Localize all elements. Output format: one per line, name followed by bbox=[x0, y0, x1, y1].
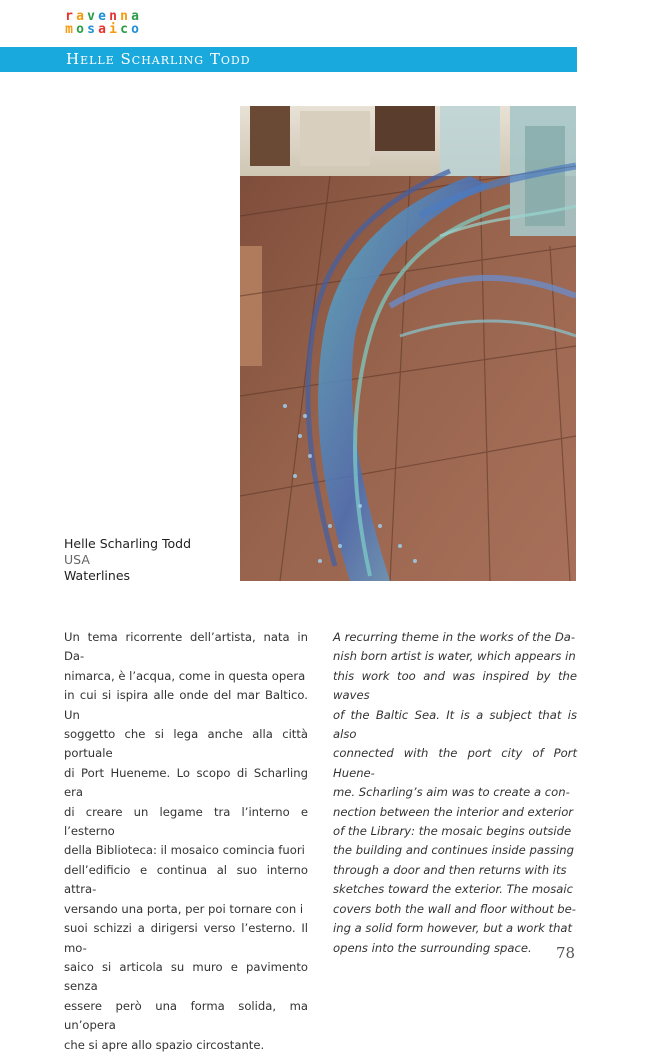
banner-title: Helle Scharling Todd bbox=[66, 50, 251, 68]
english-text-line: this work too and was inspired by the waves bbox=[333, 668, 577, 703]
italian-text-line: suoi schizzi a dirigersi verso l’esterno. Il mo- bbox=[64, 921, 308, 955]
italian-text-line: versando una porta, per poi tornare con i bbox=[64, 901, 304, 916]
artist-name: Helle Scharling Todd bbox=[64, 536, 192, 551]
header-banner bbox=[0, 47, 577, 72]
logo-line-mosaico bbox=[64, 23, 156, 36]
logo-mosaico-letter: c bbox=[120, 22, 128, 37]
english-text-line: ing a solid form however, but a work that bbox=[333, 921, 573, 936]
italian-text-line: di Port Hueneme. Lo scopo di Scharling era bbox=[64, 765, 308, 800]
english-text-line: nish born artist is water, which appears in bbox=[333, 649, 576, 664]
english-text-line: sketches toward the exterior. The mosaic bbox=[333, 882, 573, 897]
italian-text-line: in cui si ispira alle onde del mar Baltico. Un bbox=[64, 688, 308, 722]
italian-text-line: dell’edificio e continua al suo interno attra- bbox=[64, 862, 308, 897]
english-text-line: me. Scharling’s aim was to create a con- bbox=[333, 785, 570, 800]
logo-mosaico-letter: o bbox=[76, 22, 84, 37]
ravenna-mosaico-logo bbox=[64, 10, 156, 38]
english-text-line: covers both the wall and floor without be- bbox=[333, 901, 576, 916]
logo-mosaico-letter: m bbox=[65, 22, 73, 37]
logo-ravenna-letter: a bbox=[131, 9, 139, 24]
italian-text-line: essere però una forma solida, ma un’opera bbox=[64, 998, 308, 1033]
logo-ravenna-letter: n bbox=[120, 9, 128, 24]
italian-text-line: soggetto che si lega anche alla città portuale bbox=[64, 727, 308, 761]
italian-text-column bbox=[64, 628, 308, 1055]
english-text-line: nection between the interior and exterior bbox=[333, 804, 574, 819]
english-text-line: connected with the port city of Port Huene- bbox=[333, 746, 577, 780]
italian-paragraph bbox=[64, 628, 308, 1055]
english-paragraph bbox=[333, 628, 577, 958]
mosaic-photo bbox=[240, 106, 576, 581]
logo-ravenna-letter: a bbox=[76, 9, 84, 24]
italian-text-line: nimarca, è l’acqua, come in questa opera bbox=[64, 668, 306, 683]
logo-ravenna-letter: v bbox=[87, 9, 95, 24]
italian-text-line: Un tema ricorrente dell’artista, nata in Da- bbox=[64, 630, 308, 664]
logo-mosaico-letter: s bbox=[87, 22, 95, 37]
english-text-line: opens into the surrounding space. bbox=[333, 940, 532, 955]
logo-mosaico-letter: o bbox=[131, 22, 139, 37]
logo-ravenna-letter: e bbox=[98, 9, 106, 24]
logo-ravenna-letter: n bbox=[109, 9, 117, 24]
logo-ravenna-letter: r bbox=[65, 9, 73, 24]
page-number: 78 bbox=[556, 944, 576, 962]
english-text-line: the building and continues inside passing bbox=[333, 843, 574, 858]
logo-mosaico-letter: i bbox=[109, 22, 117, 37]
artwork-title: Waterlines bbox=[64, 568, 131, 583]
english-text-line: of the Library: the mosaic begins outside bbox=[333, 824, 572, 839]
italian-text-line: di creare un legame tra l’interno e l’esterno bbox=[64, 804, 308, 839]
artwork-caption bbox=[64, 536, 191, 584]
italian-text-line: saico si articola su muro e pavimento senza bbox=[64, 959, 308, 994]
artist-country: USA bbox=[64, 552, 90, 567]
english-text-line: through a door and then returns with its bbox=[333, 862, 567, 877]
english-text-line: of the Baltic Sea. It is a subject that is also bbox=[333, 707, 577, 742]
english-text-line: A recurring theme in the works of the Da- bbox=[333, 630, 576, 644]
logo-mosaico-letter: a bbox=[98, 22, 106, 37]
italian-text-line: che si apre allo spazio circostante. bbox=[64, 1037, 265, 1052]
english-text-column bbox=[333, 628, 577, 958]
italian-text-line: della Biblioteca: il mosaico comincia fuori bbox=[64, 843, 305, 858]
